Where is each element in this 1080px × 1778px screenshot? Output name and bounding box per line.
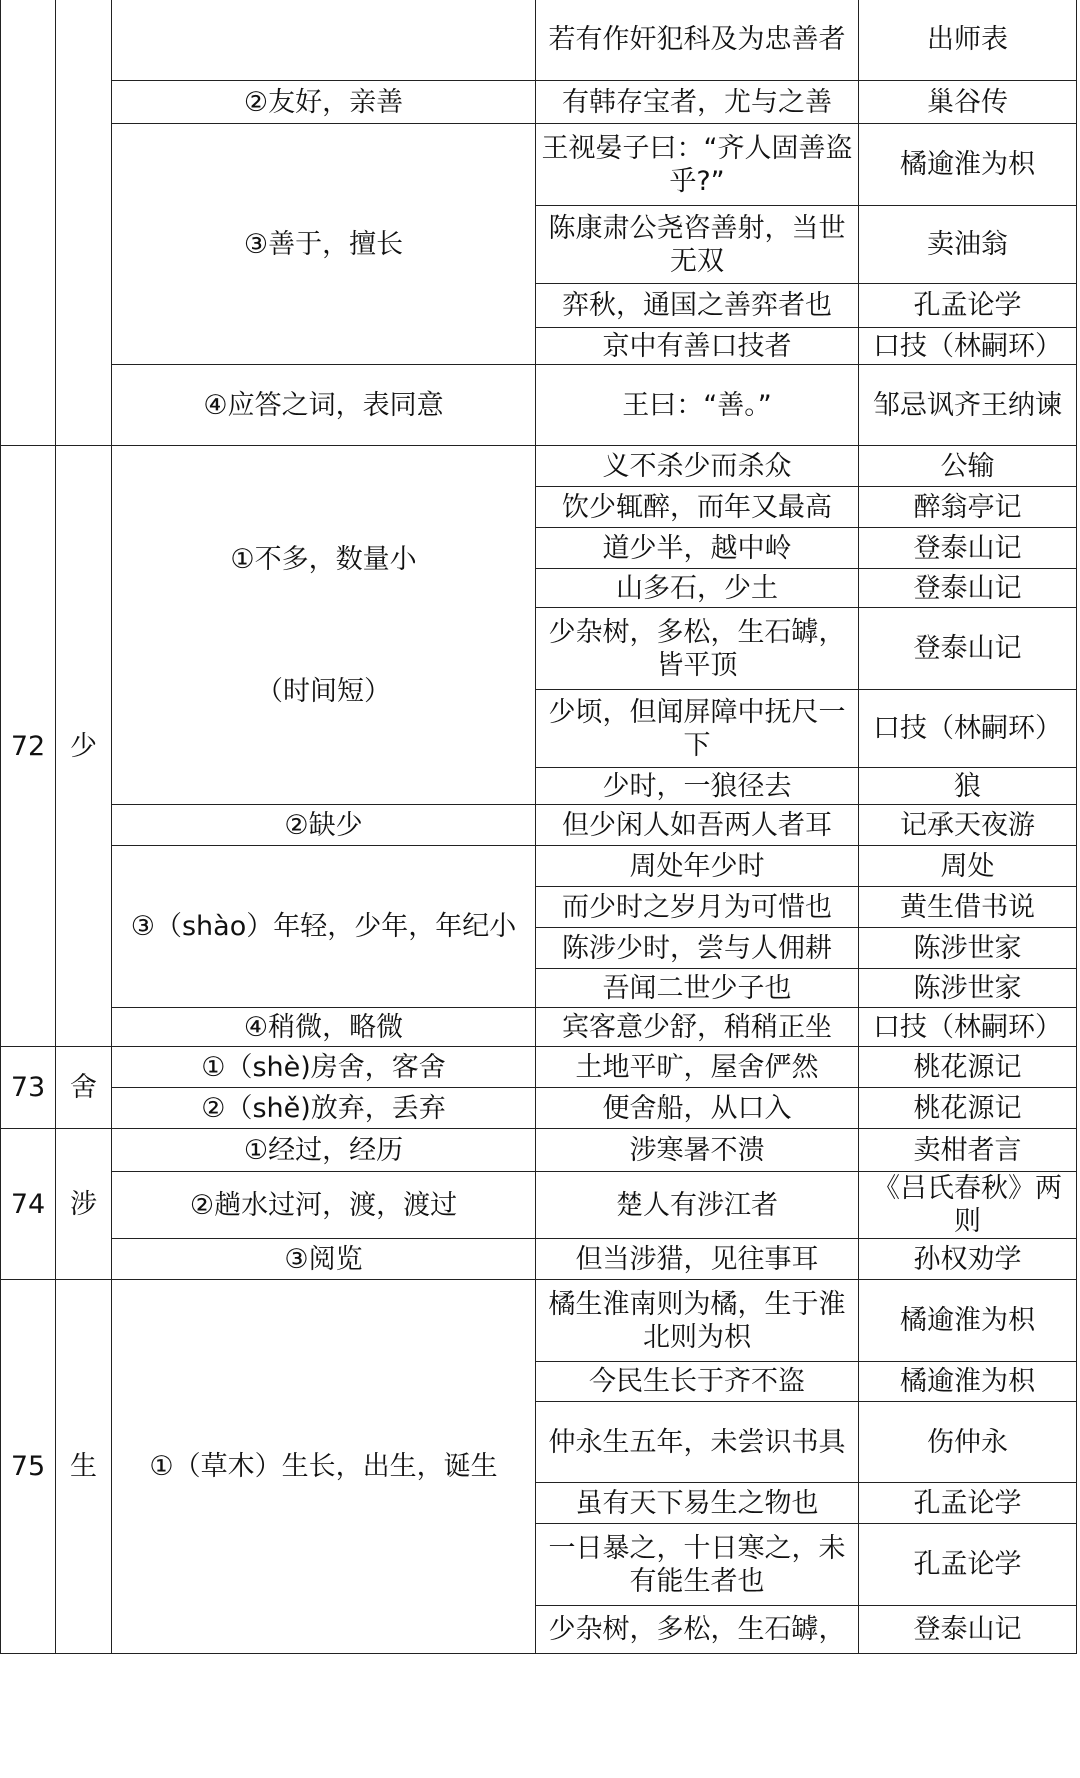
table-row bbox=[1, 1172, 1077, 1239]
sense-meaning: ③（shào）年轻，少年，年纪小 bbox=[112, 846, 536, 1008]
example-sentence: 吾闻二世少子也 bbox=[536, 969, 859, 1008]
example-sentence: 一日暴之，十日寒之，未有能生者也 bbox=[536, 1524, 859, 1606]
sense-meaning: ①（shè)房舍，客舍 bbox=[112, 1047, 536, 1088]
sense-meaning: ①经过，经历 bbox=[112, 1129, 536, 1172]
example-sentence: 而少时之岁月为可惜也 bbox=[536, 887, 859, 928]
example-source: 周处 bbox=[859, 846, 1077, 887]
entry-number: 72 bbox=[1, 446, 56, 1047]
example-sentence: 周处年少时 bbox=[536, 846, 859, 887]
example-sentence: 但当涉猎，见往事耳 bbox=[536, 1239, 859, 1280]
entry-number bbox=[1, 0, 56, 446]
example-sentence: 仲永生五年，未尝识书具 bbox=[536, 1402, 859, 1483]
example-source: 橘逾淮为枳 bbox=[859, 1280, 1077, 1362]
example-source: 桃花源记 bbox=[859, 1088, 1077, 1129]
example-source: 登泰山记 bbox=[859, 528, 1077, 569]
example-source: 橘逾淮为枳 bbox=[859, 1362, 1077, 1402]
entry-number: 74 bbox=[1, 1129, 56, 1280]
example-source: 《吕氏春秋》两则 bbox=[859, 1172, 1077, 1239]
example-sentence: 陈康肃公尧咨善射，当世无双 bbox=[536, 206, 859, 284]
example-sentence: 有韩存宝者，尤与之善 bbox=[536, 81, 859, 124]
example-source: 登泰山记 bbox=[859, 608, 1077, 690]
sense-meaning bbox=[112, 0, 536, 81]
example-source: 孔孟论学 bbox=[859, 1524, 1077, 1606]
example-sentence: 少顷，但闻屏障中抚尺一下 bbox=[536, 690, 859, 768]
example-source: 邹忌讽齐王纳谏 bbox=[859, 365, 1077, 446]
example-source: 醉翁亭记 bbox=[859, 487, 1077, 528]
example-source: 孙权劝学 bbox=[859, 1239, 1077, 1280]
table-row bbox=[1, 1088, 1077, 1129]
entry-character: 舍 bbox=[56, 1047, 112, 1129]
example-sentence: 王视晏子曰：“齐人固善盗乎?” bbox=[536, 124, 859, 206]
entry-character: 涉 bbox=[56, 1129, 112, 1280]
example-sentence: 少杂树，多松，生石罅，皆平顶 bbox=[536, 608, 859, 690]
example-source: 陈涉世家 bbox=[859, 928, 1077, 969]
sense-meaning: ②友好，亲善 bbox=[112, 81, 536, 124]
example-sentence: 义不杀少而杀众 bbox=[536, 446, 859, 487]
example-source: 登泰山记 bbox=[859, 1606, 1077, 1654]
table-row bbox=[1, 1129, 1077, 1172]
example-source: 公输 bbox=[859, 446, 1077, 487]
table-row bbox=[1, 805, 1077, 846]
table-row bbox=[1, 1280, 1077, 1362]
example-sentence: 虽有天下易生之物也 bbox=[536, 1483, 859, 1524]
example-sentence: 便舍船，从口入 bbox=[536, 1088, 859, 1129]
example-sentence: 少杂树，多松，生石罅， bbox=[536, 1606, 859, 1654]
table-row bbox=[1, 846, 1077, 887]
example-sentence: 土地平旷，屋舍俨然 bbox=[536, 1047, 859, 1088]
sense-meaning: ④应答之词，表同意 bbox=[112, 365, 536, 446]
example-source: 卖油翁 bbox=[859, 206, 1077, 284]
example-sentence: 道少半，越中岭 bbox=[536, 528, 859, 569]
example-sentence: 少时，一狼径去 bbox=[536, 768, 859, 805]
sense-meaning: ②（shě)放弃，丢弃 bbox=[112, 1088, 536, 1129]
sense-meaning: ④稍微，略微 bbox=[112, 1008, 536, 1047]
example-source: 狼 bbox=[859, 768, 1077, 805]
example-source: 卖柑者言 bbox=[859, 1129, 1077, 1172]
entry-character: 生 bbox=[56, 1280, 112, 1654]
example-source: 橘逾淮为枳 bbox=[859, 124, 1077, 206]
table-row bbox=[1, 1008, 1077, 1047]
example-sentence: 橘生淮南则为橘，生于淮北则为枳 bbox=[536, 1280, 859, 1362]
sense-meaning: ②缺少 bbox=[112, 805, 536, 846]
example-sentence: 弈秋，通国之善弈者也 bbox=[536, 284, 859, 328]
sense-meaning: ③阅览 bbox=[112, 1239, 536, 1280]
example-source: 记承天夜游 bbox=[859, 805, 1077, 846]
example-sentence: 宾客意少舒，稍稍正坐 bbox=[536, 1008, 859, 1047]
example-source: 登泰山记 bbox=[859, 569, 1077, 608]
sense-meaning: ①不多，数量小 （时间短） bbox=[112, 446, 536, 805]
sense-meaning: ③善于，擅长 bbox=[112, 124, 536, 365]
sense-meaning: ①（草木）生长，出生，诞生 bbox=[112, 1280, 536, 1654]
sense-meaning: ②趟水过河，渡，渡过 bbox=[112, 1172, 536, 1239]
example-sentence: 楚人有涉江者 bbox=[536, 1172, 859, 1239]
example-source: 伤仲永 bbox=[859, 1402, 1077, 1483]
example-source: 陈涉世家 bbox=[859, 969, 1077, 1008]
example-source: 口技（林嗣环） bbox=[859, 690, 1077, 768]
example-sentence: 京中有善口技者 bbox=[536, 328, 859, 365]
example-source: 口技（林嗣环） bbox=[859, 328, 1077, 365]
example-sentence: 涉寒暑不溃 bbox=[536, 1129, 859, 1172]
example-source: 出师表 bbox=[859, 0, 1077, 81]
table-row bbox=[1, 0, 1077, 81]
example-source: 黄生借书说 bbox=[859, 887, 1077, 928]
entry-number: 75 bbox=[1, 1280, 56, 1654]
example-sentence: 若有作奸犯科及为忠善者 bbox=[536, 0, 859, 81]
example-sentence: 饮少辄醉，而年又最高 bbox=[536, 487, 859, 528]
table-row bbox=[1, 446, 1077, 487]
example-source: 桃花源记 bbox=[859, 1047, 1077, 1088]
entry-number: 73 bbox=[1, 1047, 56, 1129]
table-row bbox=[1, 1047, 1077, 1088]
entry-character: 少 bbox=[56, 446, 112, 1047]
example-sentence: 今民生长于齐不盗 bbox=[536, 1362, 859, 1402]
table-row bbox=[1, 365, 1077, 446]
entry-character bbox=[56, 0, 112, 446]
example-source: 口技（林嗣环） bbox=[859, 1008, 1077, 1047]
example-sentence: 王曰：“善。” bbox=[536, 365, 859, 446]
table-row bbox=[1, 81, 1077, 124]
example-source: 巢谷传 bbox=[859, 81, 1077, 124]
example-sentence: 但少闲人如吾两人者耳 bbox=[536, 805, 859, 846]
example-sentence: 陈涉少时，尝与人佣耕 bbox=[536, 928, 859, 969]
example-sentence: 山多石，少土 bbox=[536, 569, 859, 608]
example-source: 孔孟论学 bbox=[859, 284, 1077, 328]
table-row bbox=[1, 1239, 1077, 1280]
table-row bbox=[1, 124, 1077, 206]
example-source: 孔孟论学 bbox=[859, 1483, 1077, 1524]
